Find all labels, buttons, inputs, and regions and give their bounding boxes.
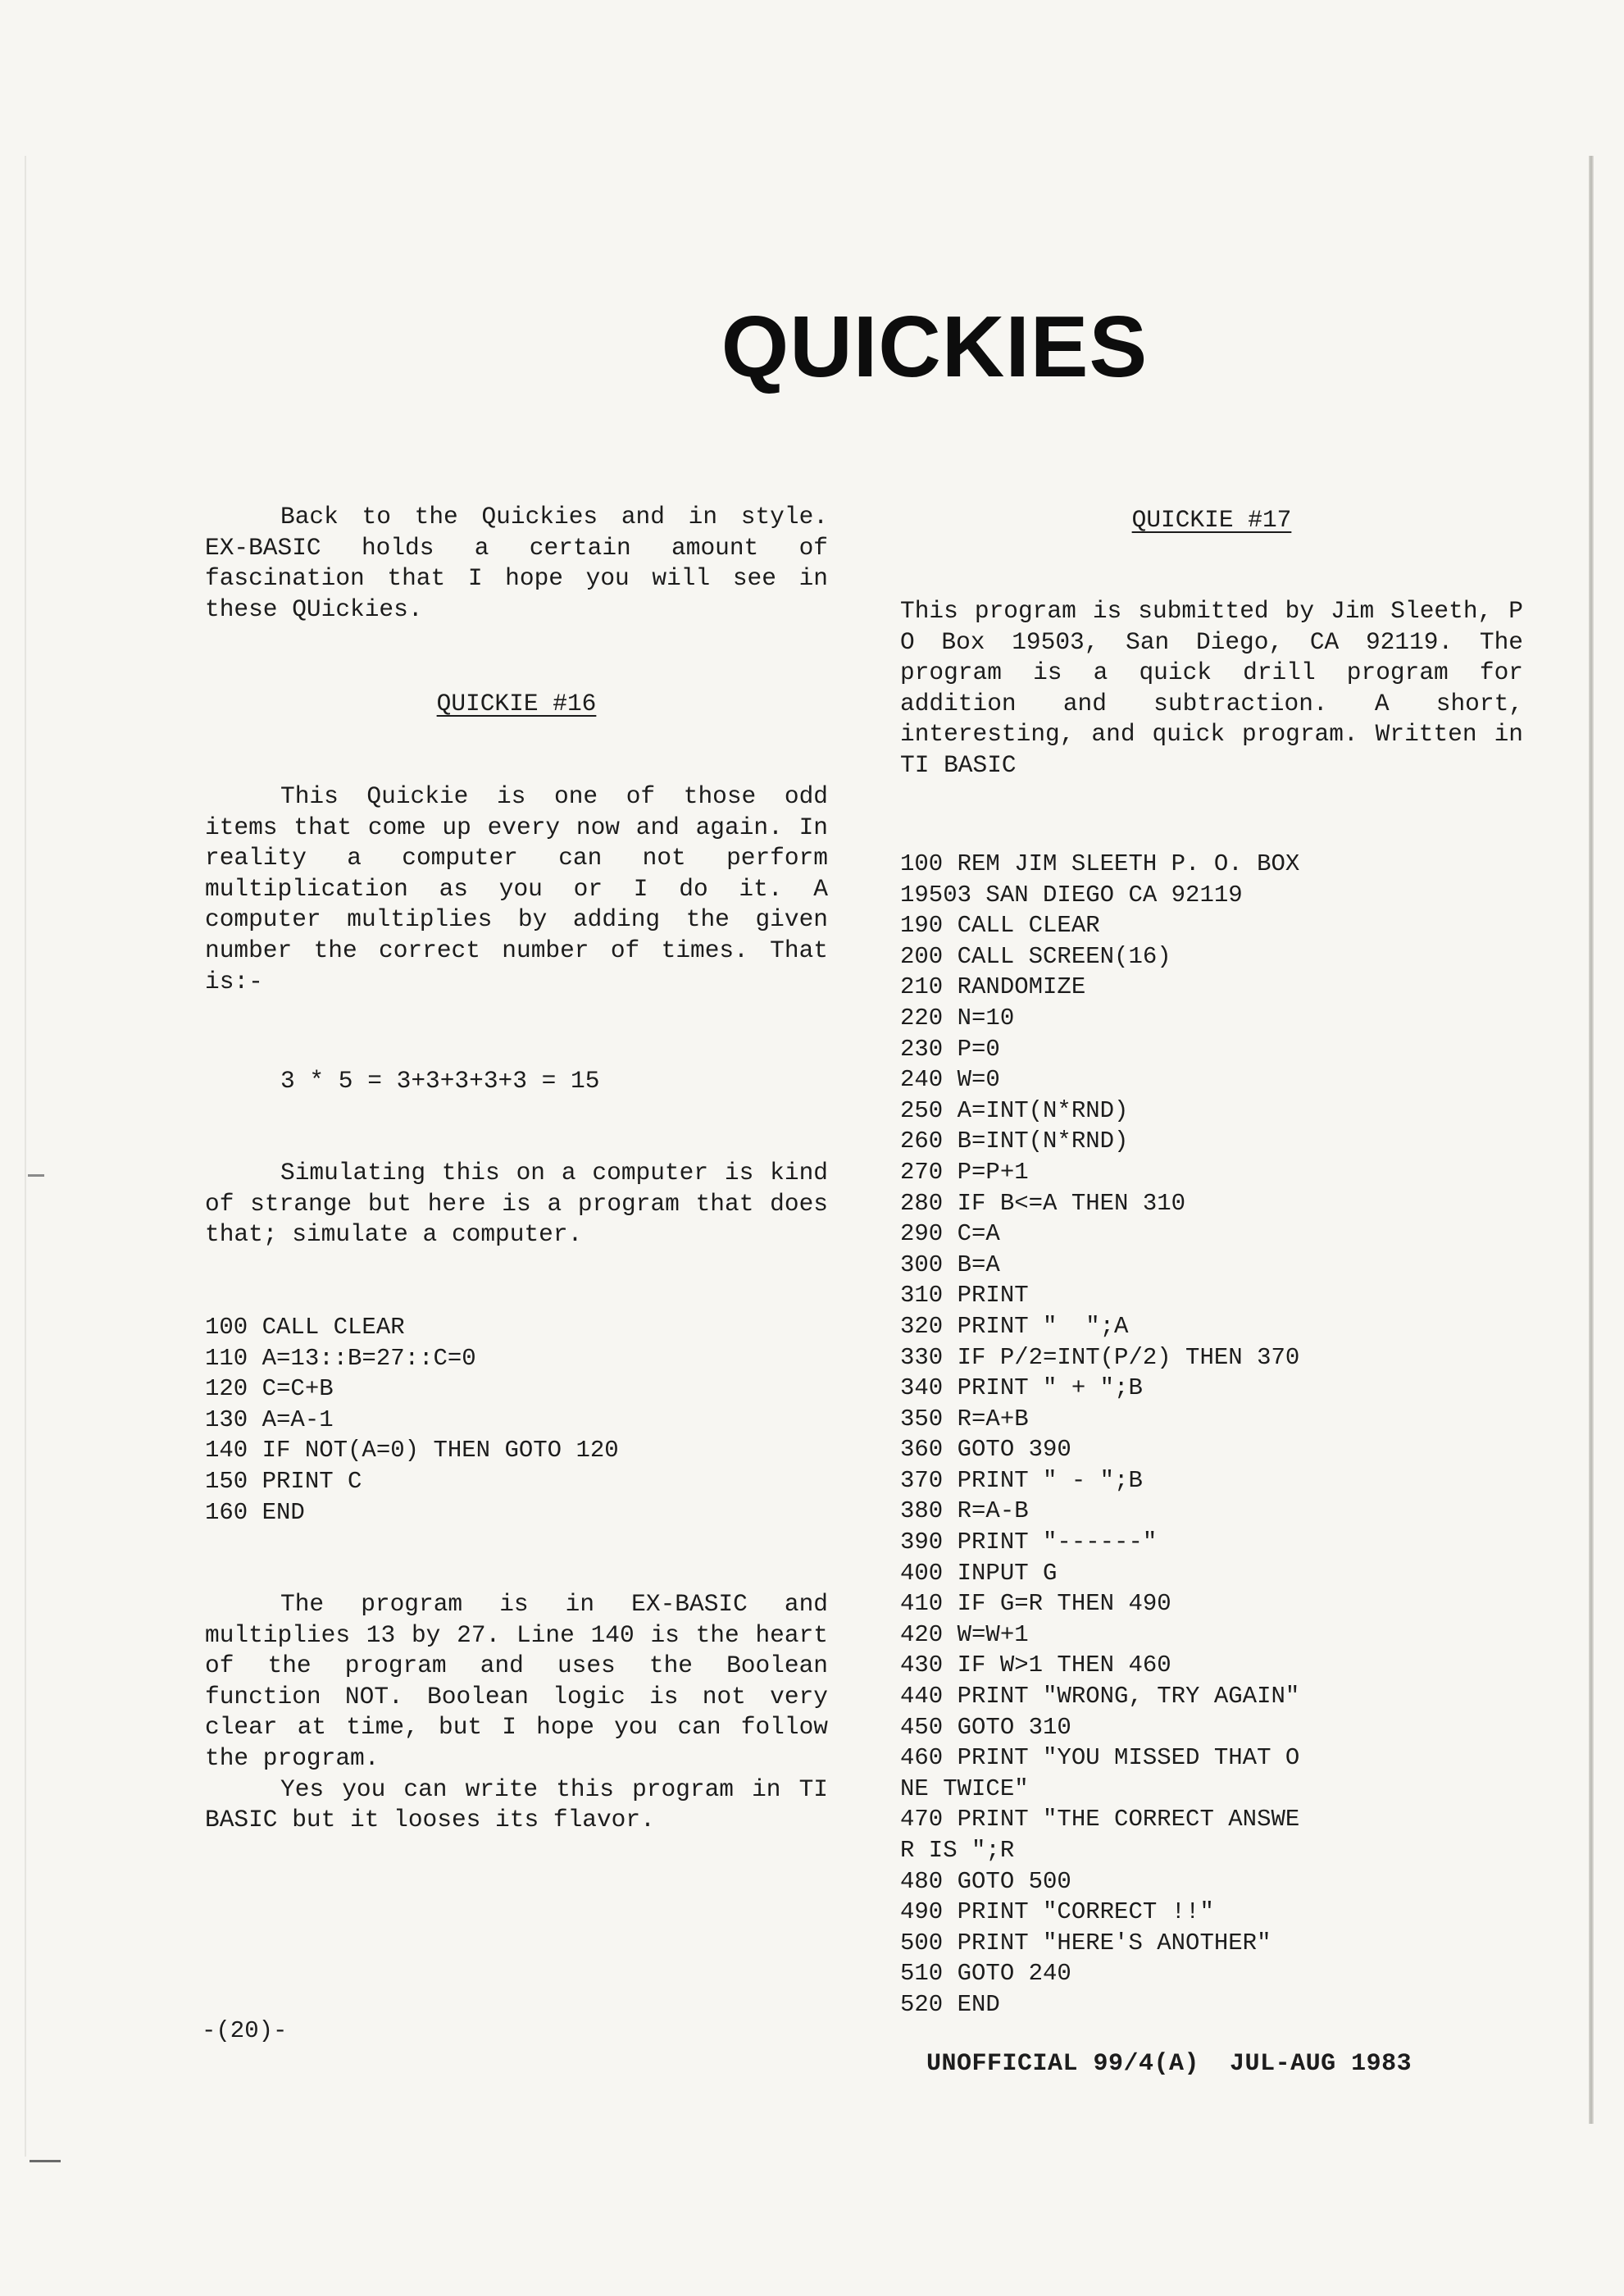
code-line: 400 INPUT G bbox=[900, 1559, 1058, 1587]
code-line: 470 PRINT "THE CORRECT ANSWE bbox=[900, 1806, 1300, 1834]
code-line: 330 IF P/2=INT(P/2) THEN 370 bbox=[900, 1343, 1300, 1371]
quickie-16-heading-block bbox=[205, 689, 828, 720]
quickie-16-paragraph-1: This Quickie is one of those odd items that come up every now and again. In reality a computer can not perform multiplication as you or I do it. A computer multiplies by adding the given number the correct number of times. That is:- bbox=[205, 782, 828, 995]
quickie-16-heading: QUICKIE #16 bbox=[436, 690, 597, 718]
code-line: 490 PRINT "CORRECT !!" bbox=[900, 1898, 1214, 1926]
page-edge-right bbox=[1589, 156, 1594, 2124]
code-line: 270 P=P+1 bbox=[900, 1158, 1029, 1186]
page-title: QUICKIES bbox=[721, 298, 1149, 395]
quickie-17-paragraph-1: This program is submitted by Jim Sleeth, P O Box 19503, San Diego, CA 92119. The program is a quick drill program for addition and subtraction. A short, interesting, and quick program. Written in TI BASIC bbox=[900, 597, 1523, 779]
code-line: 310 PRINT bbox=[900, 1282, 1029, 1310]
code-line: 250 A=INT(N*RND) bbox=[900, 1096, 1129, 1124]
page-number: -(20)- bbox=[202, 2017, 288, 2044]
quickie-16-paragraph-3: The program is in EX-BASIC and multiplies 13 by 27. Line 140 is the heart of the program and uses the Boolean function NOT. Boolean logic is not very clear at time, but I hope you can follow the program. bbox=[205, 1590, 828, 1772]
code-line: 320 PRINT " ";A bbox=[900, 1312, 1129, 1340]
code-line: 360 GOTO 390 bbox=[900, 1436, 1071, 1464]
quickie-16-paragraph-4: Yes you can write this program in TI BASIC but it looses its flavor. bbox=[205, 1774, 828, 1834]
code-line: 510 GOTO 240 bbox=[900, 1960, 1071, 1988]
code-line: 450 GOTO 310 bbox=[900, 1713, 1071, 1741]
quickie-16-para2-block bbox=[205, 1158, 828, 1250]
code-line: 160 END bbox=[205, 1498, 305, 1526]
code-line: 290 C=A bbox=[900, 1220, 1000, 1248]
publication-footer: UNOFFICIAL 99/4(A) JUL-AUG 1983 bbox=[926, 2050, 1412, 2078]
quickie-16-paragraph-2: Simulating this on a computer is kind of strange but here is a program that does that; simulate a computer. bbox=[205, 1159, 828, 1249]
intro-paragraph: Back to the Quickies and in style. EX-BASIC holds a certain amount of fascination that I hope you will see in these QUickies. bbox=[205, 503, 828, 623]
code-line: 520 END bbox=[900, 1990, 1000, 2018]
code-line: 260 B=INT(N*RND) bbox=[900, 1128, 1129, 1155]
code-line: 100 REM JIM SLEETH P. O. BOX bbox=[900, 850, 1300, 877]
code-line: 420 W=W+1 bbox=[900, 1620, 1029, 1648]
code-line: 430 IF W>1 THEN 460 bbox=[900, 1651, 1171, 1679]
code-line: 390 PRINT "------" bbox=[900, 1528, 1158, 1556]
code-line: 150 PRINT C bbox=[205, 1467, 362, 1495]
code-line: 130 A=A-1 bbox=[205, 1405, 334, 1433]
code-line: 220 N=10 bbox=[900, 1004, 1015, 1032]
code-line: 230 P=0 bbox=[900, 1035, 1000, 1063]
code-line: 210 RANDOMIZE bbox=[900, 973, 1086, 1001]
quickie-17-heading: QUICKIE #17 bbox=[1131, 506, 1292, 534]
margin-mark bbox=[30, 2160, 61, 2162]
code-line: R IS ";R bbox=[900, 1837, 1015, 1864]
code-line: 110 A=13::B=27::C=0 bbox=[205, 1344, 476, 1372]
code-line: 190 CALL CLEAR bbox=[900, 912, 1100, 940]
code-line: 140 IF NOT(A=0) THEN GOTO 120 bbox=[205, 1437, 619, 1465]
formula-block bbox=[280, 1066, 903, 1097]
code-line: 500 PRINT "HERE'S ANOTHER" bbox=[900, 1929, 1271, 1957]
left-column-intro bbox=[205, 502, 828, 625]
code-line: 350 R=A+B bbox=[900, 1405, 1029, 1433]
code-line: 280 IF B<=A THEN 310 bbox=[900, 1189, 1186, 1217]
code-line: 120 C=C+B bbox=[205, 1375, 334, 1403]
quickie-17-heading-block bbox=[900, 505, 1523, 536]
quickie-16-code-listing bbox=[205, 1312, 828, 1528]
code-line: 19503 SAN DIEGO CA 92119 bbox=[900, 881, 1243, 909]
quickie-17-code-listing bbox=[900, 849, 1523, 2020]
code-line: 340 PRINT " + ";B bbox=[900, 1374, 1143, 1402]
margin-dash bbox=[28, 1174, 44, 1177]
code-line: 440 PRINT "WRONG, TRY AGAIN" bbox=[900, 1683, 1300, 1711]
code-line: 240 W=0 bbox=[900, 1066, 1000, 1094]
quickie-17-para1-block bbox=[900, 596, 1523, 781]
quickie-16-para1-block bbox=[205, 781, 828, 997]
code-line: 100 CALL CLEAR bbox=[205, 1314, 405, 1341]
code-line: NE TWICE" bbox=[900, 1774, 1029, 1802]
code-line: 460 PRINT "YOU MISSED THAT O bbox=[900, 1744, 1300, 1772]
code-line: 200 CALL SCREEN(16) bbox=[900, 942, 1171, 970]
code-line: 380 R=A-B bbox=[900, 1497, 1029, 1525]
quickie-16-para3-block bbox=[205, 1589, 828, 1836]
multiplication-formula: 3 * 5 = 3+3+3+3+3 = 15 bbox=[280, 1067, 600, 1095]
code-line: 410 IF G=R THEN 490 bbox=[900, 1590, 1171, 1618]
page-edge-left bbox=[25, 156, 26, 2157]
code-line: 370 PRINT " - ";B bbox=[900, 1466, 1143, 1494]
code-line: 480 GOTO 500 bbox=[900, 1867, 1071, 1895]
code-line: 300 B=A bbox=[900, 1250, 1000, 1278]
